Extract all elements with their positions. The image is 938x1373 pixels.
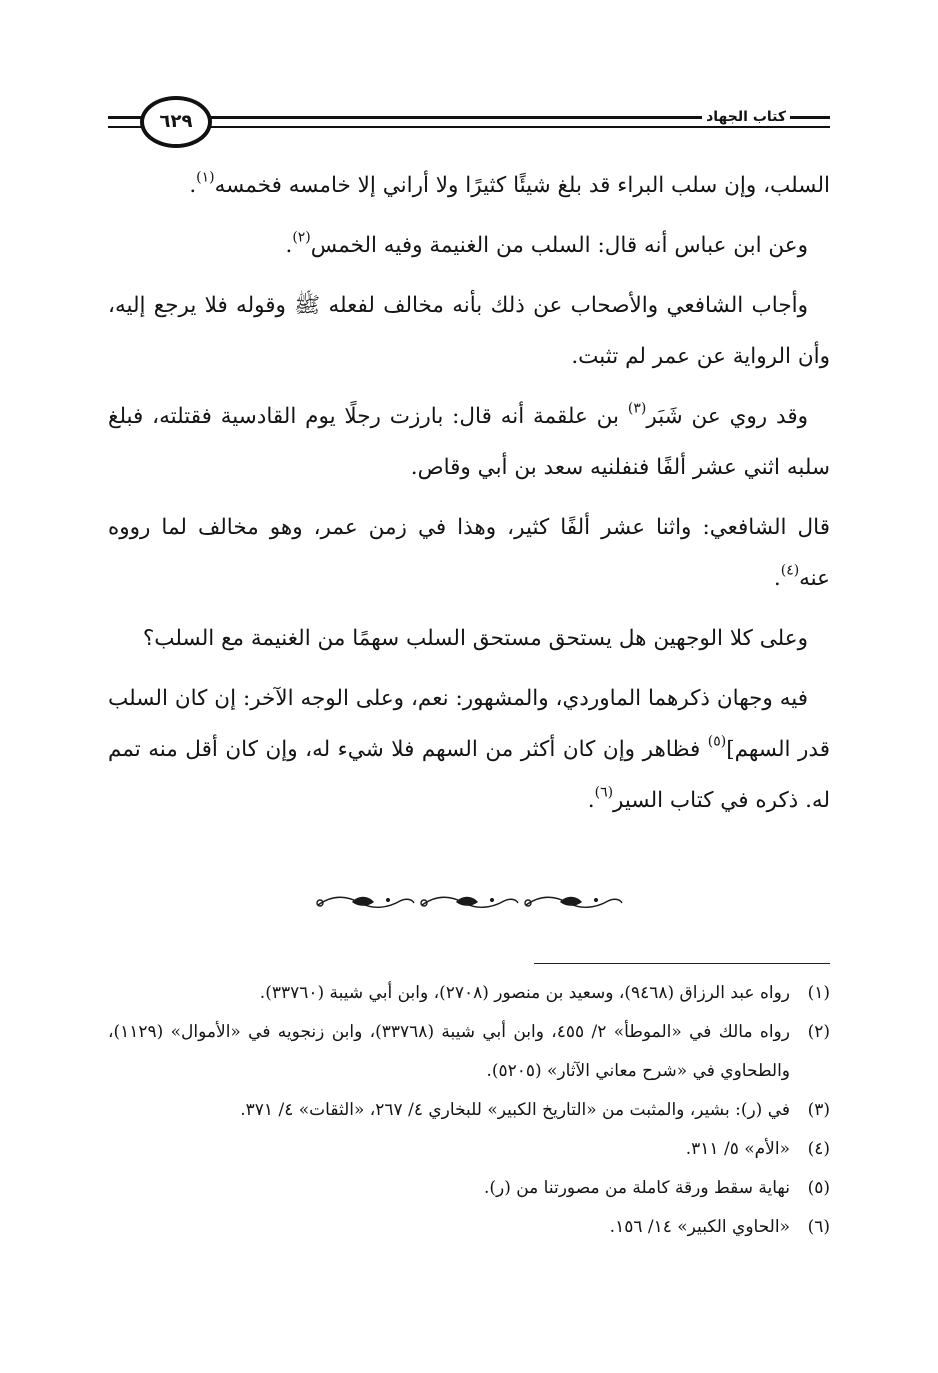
footnote-6 xyxy=(108,1208,830,1247)
footnote-text: «الحاوي الكبير» ١٤/ ١٥٦. xyxy=(609,1217,790,1237)
header-rule-left-top xyxy=(108,116,142,119)
footnote-text: «الأم» ٥/ ٣١١. xyxy=(685,1139,790,1159)
footnote-ref-5: (٥) xyxy=(707,733,727,750)
page-number-badge xyxy=(140,96,212,148)
footnote-3 xyxy=(108,1091,830,1130)
footnote-text: رواه مالك في «الموطأ» ٢/ ٤٥٥، وابن أبي شيبة (٣٣٧٦٨)، وابن زنجويه في «الأموال» (١١٢٩)، والطحاوي في «شرح معاني الآثار» (٥٢٠٥). xyxy=(108,1022,790,1081)
footnote-5 xyxy=(108,1169,830,1208)
footnote-ref-6: (٦) xyxy=(594,784,614,801)
footnote-ref-1: (١) xyxy=(196,169,215,186)
footnote-2 xyxy=(108,1013,830,1091)
footnote-text: نهاية سقط ورقة كاملة من مصورتنا من (ر). xyxy=(483,1178,790,1198)
footnote-1 xyxy=(108,974,830,1013)
paragraph-5: قال الشافعي: واثنا عشر ألفًا كثير، وهذا في زمن عمر، وهو مخالف لما رووه عنه$^{(٤)}$. xyxy=(108,515,830,591)
paragraph-7: فيه وجهان ذكرهما الماوردي، والمشهور: نعم، وعلى الوجه الآخر: إن كان السلب قدر السهم]$^{(٥)}$ فظاهر وإن كان أكثر من السهم فلا شيء له، وإن كان أقل منه تمم له. ذكره في كتاب السير$^{(٦)}$. xyxy=(108,686,830,813)
header-rule-left-bottom xyxy=(108,126,142,128)
footnote-ref-2: (٢) xyxy=(292,229,311,246)
footnote-number: (٢) xyxy=(807,1022,830,1042)
footnote-number: (٥) xyxy=(807,1178,830,1198)
paragraph-1: السلب، وإن سلب البراء قد بلغ شيئًا كثيرًا ولا أراني إلا خامسه فخمسه$^{(١)}$. xyxy=(189,169,830,198)
footnote-ref-4: (٤) xyxy=(780,562,800,579)
footnote-number: (٦) xyxy=(807,1217,830,1237)
page-number: ٦٢٩ xyxy=(159,111,193,132)
running-header xyxy=(108,96,830,150)
body-text xyxy=(108,160,830,835)
footnote-separator xyxy=(534,963,830,964)
footnote-text: في (ر): بشير، والمثبت من «التاريخ الكبير» للبخاري ٤/ ٢٦٧، «الثقات» ٤/ ٣٧١. xyxy=(240,1100,790,1120)
book-title: كتاب الجهاد xyxy=(702,109,790,125)
footnote-number: (١) xyxy=(807,983,830,1003)
footnote-text: رواه عبد الرزاق (٩٤٦٨)، وسعيد بن منصور (٢٧٠٨)، وابن أبي شيبة (٣٣٧٦٠). xyxy=(259,983,790,1003)
footnotes xyxy=(108,974,830,1247)
header-rule-right-bottom xyxy=(210,126,830,128)
paragraph-6: وعلى كلا الوجهين هل يستحق مستحق السلب سهمًا من الغنيمة مع السلب؟ xyxy=(142,626,808,651)
decorative-vine-ornament-icon xyxy=(312,891,628,913)
paragraph-3: وأجاب الشافعي والأصحاب عن ذلك بأنه مخالف لفعله ﷺ وقوله فلا يرجع إليه، وأن الرواية عن عمر لم تثبت. xyxy=(108,293,830,369)
footnote-4 xyxy=(108,1130,830,1169)
paragraph-4: وقد روي عن شَبَر$^{(٣)}$ بن علقمة أنه قال: بارزت رجلًا يوم القادسية فقتلته، فبلغ سلبه اثني عشر ألفًا فنفلنيه سعد بن أبي وقاص. xyxy=(108,400,830,480)
footnote-number: (٤) xyxy=(807,1139,830,1159)
paragraph-2: وعن ابن عباس أنه قال: السلب من الغنيمة وفيه الخمس$^{(٢)}$. xyxy=(285,229,808,258)
footnote-ref-3: (٣) xyxy=(627,400,647,417)
footnote-number: (٣) xyxy=(807,1100,830,1120)
